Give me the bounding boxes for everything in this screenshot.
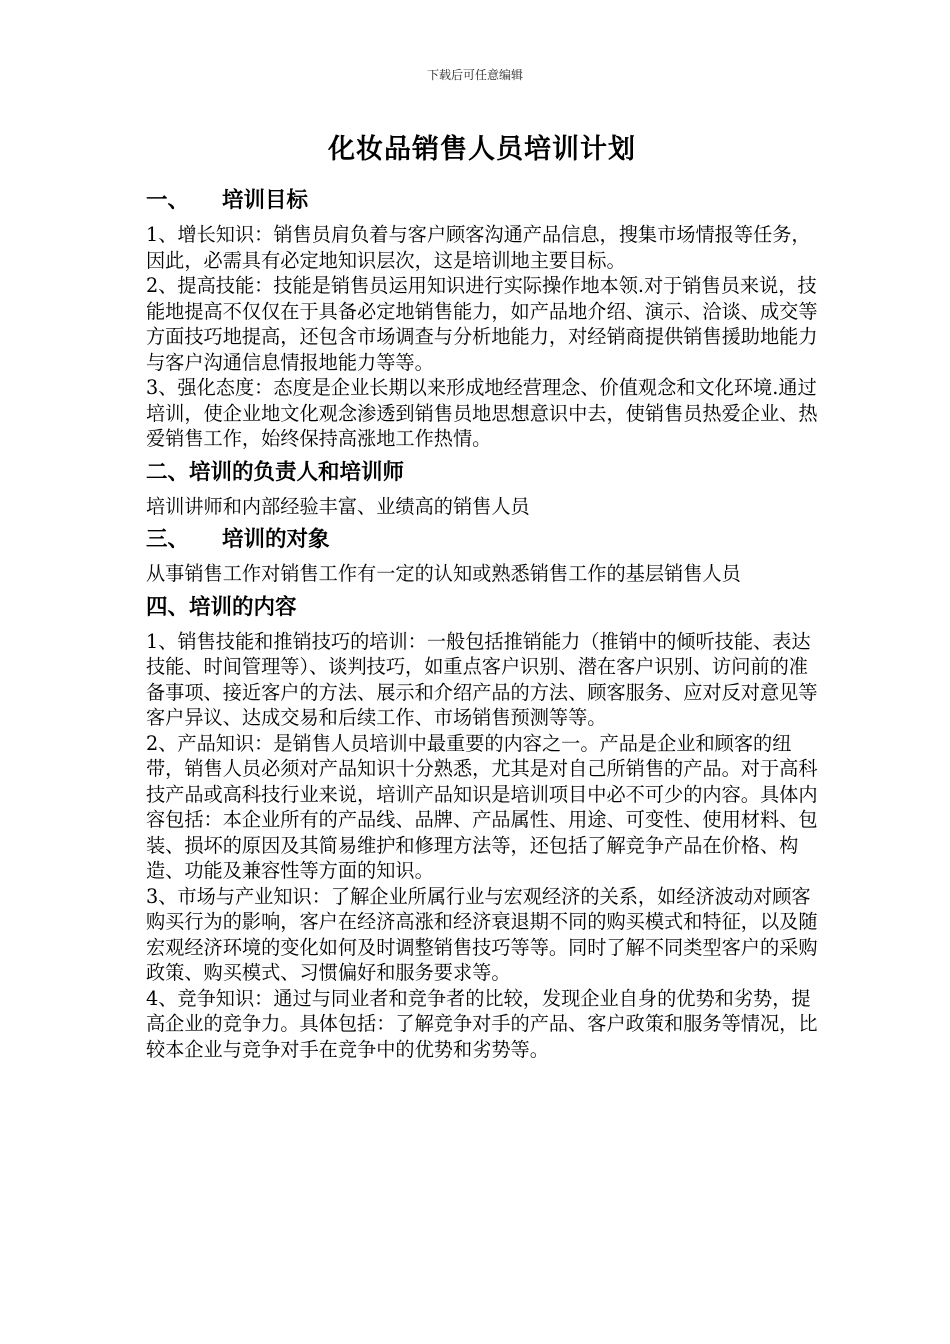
section-heading-text: 培训目标 bbox=[222, 188, 309, 213]
section-number: 二、 bbox=[146, 459, 190, 485]
paragraph: 1、销售技能和推销技巧的培训：一般包括推销能力（推销中的倾听技能、表达技能、时间管理等）、谈判技巧，如重点客户识别、潜在客户识别、访问前的准备事项、接近客户的方法、展示和介绍产品的方法、顾客服务、应对反对意见等客户异议、达成交易和后续工作、市场销售预测等等。 bbox=[146, 629, 818, 729]
section-heading-text: 培训的负责人和培训师 bbox=[189, 459, 405, 485]
paragraph: 培训讲师和内部经验丰富、业绩高的销售人员 bbox=[146, 494, 530, 518]
section-heading-text: 培训的内容 bbox=[189, 594, 297, 620]
section-heading-text: 培训的对象 bbox=[222, 527, 330, 552]
section-heading bbox=[146, 452, 818, 494]
section-number: 四、 bbox=[146, 594, 190, 620]
paragraph: 1、增长知识：销售员肩负着与客户顾客沟通产品信息，搜集市场情报等任务，因此，必需具有必定地知识层次，这是培训地主要目标。 bbox=[146, 223, 811, 272]
paragraph: 3、市场与产业知识：了解企业所属行业与宏观经济的关系，如经济波动对顾客购买行为的影响，客户在经济高涨和经济衰退期不同的购买模式和特征，以及随宏观经济环境的变化如何及时调整销售技巧等等。同时了解不同类型客户的采购政策、购买模式、习惯偏好和服务要求等。 bbox=[146, 884, 818, 984]
paragraph: 从事销售工作对销售工作有一定的认知或熟悉销售工作的基层销售人员 bbox=[146, 562, 741, 585]
section-heading bbox=[146, 519, 818, 561]
section-content bbox=[146, 587, 818, 1063]
paragraph: 2、产品知识：是销售人员培训中最重要的内容之一。产品是企业和顾客的纽带，销售人员必须对产品知识十分熟悉，尤其是对自己所销售的产品。对于高科技产品或高科技行业来说，培训产品知识是培训项目中必不可少的内容。具体内容包括：本企业所有的产品线、品牌、产品属性、用途、可变性、使用材料、包装、损坏的原因及其简易维护和修理方法等，还包括了解竞争产品在价格、构造、功能及兼容性等方面的知识。 bbox=[146, 731, 818, 882]
section-heading bbox=[146, 587, 818, 629]
paragraph: 3、强化态度：态度是企业长期以来形成地经营理念、价值观念和文化环境.通过培训，使企业地文化观念渗透到销售员地思想意识中去，使销售员热爱企业、热爱销售工作，始终保持高涨地工作热情。 bbox=[146, 376, 818, 450]
page-header: 下载后可任意编辑 bbox=[426, 68, 523, 82]
paragraph: 4、竞争知识：通过与同业者和竞争者的比较，发现企业自身的优势和劣势，提高企业的竞争力。具体包括：了解竞争对手的产品、客户政策和服务等情况，比较本企业与竞争对手在竞争中的优势和劣势等。 bbox=[146, 986, 818, 1061]
section-goals bbox=[146, 180, 818, 452]
section-number: 一、 bbox=[146, 188, 190, 213]
document-body bbox=[146, 128, 818, 1062]
document-title: 化妆品销售人员培训计划 bbox=[328, 134, 636, 165]
section-number: 三、 bbox=[146, 527, 190, 552]
paragraph: 2、提高技能：技能是销售员运用知识进行实际操作地本领.对于销售员来说，技能地提高不仅仅在于具备必定地销售能力，如产品地介绍、演示、洽谈、成交等方面技巧地提高，还包含市场调查与分析地能力，对经销商提供销售援助地能力与客户沟通信息情报地能力等等。 bbox=[146, 274, 818, 374]
section-trainers bbox=[146, 452, 818, 520]
section-audience bbox=[146, 519, 818, 587]
section-heading bbox=[146, 180, 818, 222]
